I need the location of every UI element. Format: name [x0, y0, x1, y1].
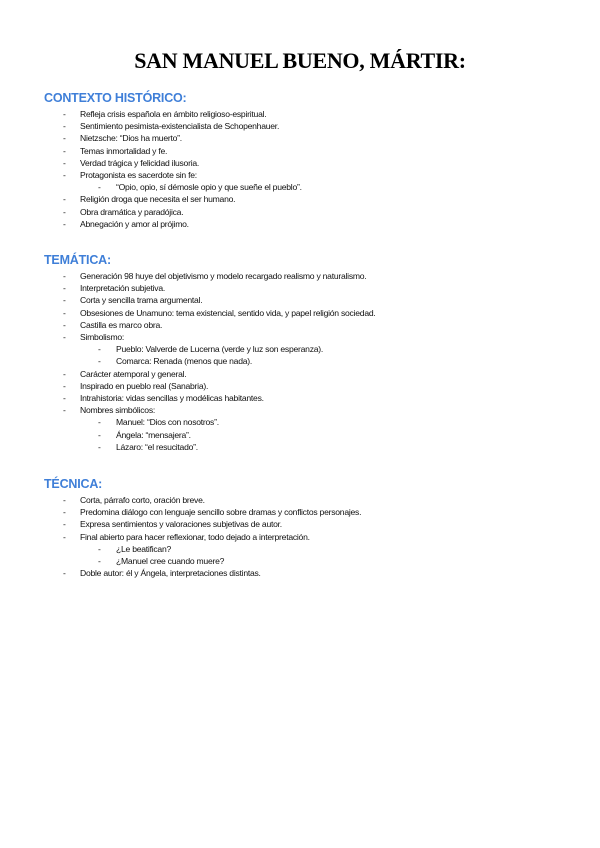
sub-list-item — [80, 543, 564, 555]
bullet-list — [44, 108, 564, 230]
bullet-dash: - — [98, 543, 101, 554]
bullet-dash: - — [63, 568, 66, 579]
bullet-dash: - — [63, 393, 66, 404]
bullet-dash: - — [63, 531, 66, 542]
list-item-text: Inspirado en pueblo real (Sanabria). — [80, 380, 209, 391]
list-item — [44, 307, 564, 319]
list-item — [44, 282, 564, 294]
bullet-dash: - — [98, 344, 101, 355]
list-item — [44, 132, 564, 144]
list-item-text: Obra dramática y paradójica. — [80, 206, 184, 217]
list-item-text: Corta, párrafo corto, oración breve. — [80, 495, 205, 505]
sub-list-item — [80, 343, 564, 355]
bullet-dash: - — [98, 429, 101, 440]
bullet-dash: - — [98, 556, 101, 567]
bullet-dash: - — [63, 507, 66, 518]
bullet-dash: - — [63, 157, 66, 168]
sub-list-item-text: Pueblo: Valverde de Lucerna (verde y luz son esperanza). — [116, 344, 324, 355]
bullet-dash: - — [63, 307, 66, 318]
bullet-dash: - — [63, 283, 66, 294]
section-tecnica — [44, 477, 564, 579]
list-item — [44, 531, 564, 568]
bullet-dash: - — [63, 206, 66, 217]
list-item — [44, 206, 564, 218]
list-item-text: Nietzsche: “Dios ha muerto”. — [80, 133, 182, 144]
sub-list — [80, 343, 564, 367]
sub-list-item-text: Lázaro: “el resucitado”. — [116, 441, 198, 452]
list-item-text: Final abierto para hacer reflexionar, todo dejado a interpretación. — [80, 531, 310, 542]
list-item-text: Expresa sentimientos y valoraciones subjetivas de autor. — [80, 519, 282, 530]
bullet-dash: - — [63, 194, 66, 205]
bullet-dash: - — [98, 417, 101, 428]
list-item-text: Doble autor: él y Ángela, interpretaciones distintas. — [80, 568, 261, 579]
list-item-text: Interpretación subjetiva. — [80, 283, 165, 294]
list-item — [44, 120, 564, 132]
list-item — [44, 108, 564, 120]
sub-list-container — [80, 181, 564, 193]
sub-list — [80, 416, 564, 453]
list-item — [44, 506, 564, 518]
list-item-text: Corta y sencilla trama argumental. — [80, 295, 203, 306]
list-item — [44, 567, 564, 579]
list-item-text: Intrahistoria: vidas sencillas y modélicas habitantes. — [80, 393, 264, 404]
list-item-text: Verdad trágica y felicidad ilusoria. — [80, 157, 200, 168]
sub-list-item — [80, 429, 564, 441]
bullet-dash: - — [98, 441, 101, 452]
list-item-text: Nombres simbólicos: — [80, 405, 156, 416]
bullet-dash: - — [63, 295, 66, 306]
list-item — [44, 157, 564, 169]
bullet-dash: - — [63, 271, 66, 281]
list-item — [44, 169, 564, 193]
bullet-dash: - — [63, 133, 66, 144]
bullet-dash: - — [63, 218, 66, 229]
sub-list-item-text: ¿Le beatifican? — [116, 543, 172, 554]
sub-list-container — [80, 343, 564, 367]
list-item-text: Carácter atemporal y general. — [80, 368, 187, 379]
sub-list-item-text: Manuel: “Dios con nosotros”. — [116, 417, 219, 428]
sub-list-item — [80, 441, 564, 453]
sub-list-item-text: ¿Manuel cree cuando muere? — [116, 556, 225, 567]
section-heading: TÉCNICA: — [44, 477, 103, 491]
page-title: SAN MANUEL BUENO, MÁRTIR: — [134, 48, 466, 73]
bullet-dash: - — [63, 368, 66, 379]
list-item-text: Predomina diálogo con lenguaje sencillo sobre dramas y conflictos personajes. — [80, 507, 362, 518]
bullet-dash: - — [63, 109, 66, 119]
list-item — [44, 270, 564, 282]
bullet-dash: - — [63, 495, 66, 505]
sub-list — [80, 543, 564, 567]
sub-list-item — [80, 555, 564, 567]
list-item — [44, 404, 564, 453]
list-item — [44, 368, 564, 380]
section-heading: TEMÁTICA: — [44, 253, 111, 267]
list-item — [44, 193, 564, 205]
list-item-text: Temas inmortalidad y fe. — [80, 145, 168, 156]
section-heading: CONTEXTO HISTÓRICO: — [44, 91, 187, 105]
list-item-text: Refleja crisis española en ámbito religioso-espiritual. — [80, 109, 267, 119]
bullet-dash: - — [98, 356, 101, 367]
bullet-list — [44, 270, 564, 453]
sub-list-item-text: Comarca: Renada (menos que nada). — [116, 356, 253, 367]
list-item — [44, 392, 564, 404]
sub-list-container — [80, 543, 564, 567]
bullet-dash: - — [63, 319, 66, 330]
bullet-dash: - — [63, 332, 66, 343]
list-item — [44, 494, 564, 506]
list-item-text: Simbolismo: — [80, 332, 125, 343]
list-item — [44, 294, 564, 306]
list-item-text: Castilla es marco obra. — [80, 319, 163, 330]
list-item-text: Protagonista es sacerdote sin fe: — [80, 170, 197, 181]
list-item-text: Obsesiones de Unamuno: tema existencial, sentido vida, y papel religión sociedad. — [80, 307, 376, 318]
list-item — [44, 380, 564, 392]
list-item — [44, 218, 564, 230]
bullet-list — [44, 494, 564, 579]
section-tematica — [44, 253, 564, 453]
list-item — [44, 319, 564, 331]
sub-list-item — [80, 355, 564, 367]
list-item-text: Sentimiento pesimista-existencialista de Schopenhauer. — [80, 121, 280, 132]
bullet-dash: - — [63, 380, 66, 391]
sub-list-item — [80, 181, 564, 193]
section-contexto-historico — [44, 91, 564, 230]
bullet-dash: - — [63, 121, 66, 132]
bullet-dash: - — [63, 519, 66, 530]
bullet-dash: - — [98, 182, 101, 193]
sub-list-item-text: Ángela: “mensajera”. — [116, 429, 191, 440]
list-item — [44, 331, 564, 368]
list-item — [44, 518, 564, 530]
list-item-text: Religión droga que necesita el ser humano. — [80, 194, 236, 205]
sub-list-container — [80, 416, 564, 453]
bullet-dash: - — [63, 170, 66, 181]
sub-list-item-text: “Opio, opio, sí démosle opio y que sueñe el pueblo”. — [116, 182, 302, 193]
sub-list — [80, 181, 564, 193]
sub-list-item — [80, 416, 564, 428]
bullet-dash: - — [63, 405, 66, 416]
list-item-text: Generación 98 huye del objetivismo y modelo recargado realismo y naturalismo. — [80, 271, 367, 281]
bullet-dash: - — [63, 145, 66, 156]
list-item — [44, 145, 564, 157]
list-item-text: Abnegación y amor al prójimo. — [80, 218, 189, 229]
